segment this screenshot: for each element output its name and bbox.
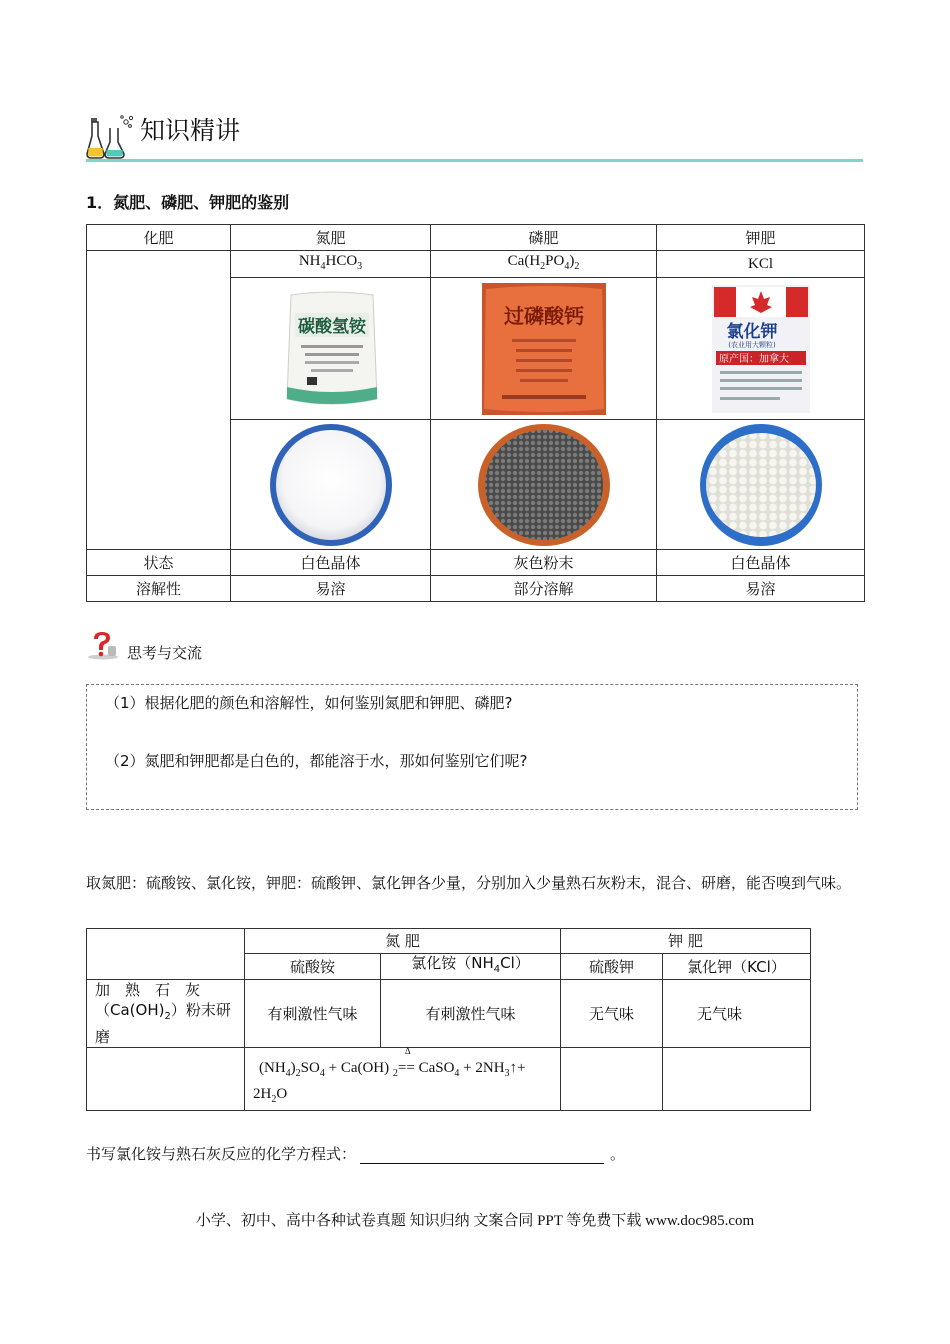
corner-cell bbox=[87, 929, 245, 980]
question-2: （2）氮肥和钾肥都是白色的，都能溶于水，那如何鉴别它们呢? bbox=[105, 752, 528, 770]
header-cell-phosphate: 磷肥 bbox=[431, 225, 657, 251]
formula-phosphate: $Ca(H_2PO_4)_2$ bbox=[431, 251, 657, 278]
state-nitrogen: 白色晶体 bbox=[231, 550, 431, 576]
result-ammonium-sulfate: 有刺激性气味 bbox=[245, 980, 381, 1048]
sub-header-ammonium-sulfate: 硫酸铵 bbox=[245, 954, 381, 980]
blank-equation-potassium-chloride bbox=[663, 1048, 811, 1111]
state-phosphate: 灰色粉末 bbox=[431, 550, 657, 576]
group-header-potash: 钾 肥 bbox=[561, 929, 811, 954]
bag-photo-phosphate bbox=[431, 278, 657, 420]
powder-photo-phosphate bbox=[431, 420, 657, 550]
formula-potash: KCl bbox=[657, 251, 865, 278]
result-potassium-chloride: 无气味 bbox=[663, 980, 811, 1048]
think-discuss-box bbox=[86, 684, 858, 810]
page-title: 知识精讲 bbox=[140, 116, 241, 145]
header-cell-fertilizer: 化肥 bbox=[87, 225, 231, 251]
question-1: （1）根据化肥的颜色和溶解性，如何鉴别氮肥和钾肥、磷肥? bbox=[105, 694, 513, 712]
blank-equation-label bbox=[87, 1048, 245, 1111]
group-header-nitrogen: 氮 肥 bbox=[245, 929, 561, 954]
state-potash: 白色晶体 bbox=[657, 550, 865, 576]
result-ammonium-chloride: 有刺激性气味 bbox=[381, 980, 561, 1048]
header-divider bbox=[86, 159, 863, 162]
solubility-label: 溶解性 bbox=[87, 576, 231, 602]
blank-equation-potassium-sulfate bbox=[561, 1048, 663, 1111]
result-potassium-sulfate: 无气味 bbox=[561, 980, 663, 1048]
bag-origin-potash: 原产国：加拿大 bbox=[718, 353, 789, 365]
flask-icon bbox=[86, 114, 136, 160]
bag-label-nitrogen: 碳酸氢铵 bbox=[297, 316, 366, 337]
page-footer: 小学、初中、高中各种试卷真题 知识归纳 文案合同 PPT 等免费下载 www.doc985.com bbox=[195, 1213, 755, 1229]
fertilizer-table bbox=[86, 224, 865, 602]
fill-in-end: 。 bbox=[610, 1145, 626, 1163]
solubility-phosphate: 部分溶解 bbox=[431, 576, 657, 602]
state-label: 状态 bbox=[87, 550, 231, 576]
experiment-table bbox=[86, 928, 811, 1111]
bag-subtitle-potash: (农业用大颗粒) bbox=[727, 340, 776, 349]
equation-ammonium-sulfate: $(NH_4)_2SO_4 + Ca(OH)$ $_2$ Δ == CaSO$_4$ + $2NH_3↑+$ $2H_2O$ bbox=[245, 1048, 561, 1111]
answer-blank[interactable] bbox=[360, 1145, 604, 1164]
section-heading: 1．氮肥、磷肥、钾肥的鉴别 bbox=[86, 193, 290, 212]
granule-photo-potash bbox=[657, 420, 865, 550]
solubility-nitrogen: 易溶 bbox=[231, 576, 431, 602]
experiment-paragraph: 取氮肥：硫酸铵、氯化铵，钾肥：硫酸钾、氯化钾各少量，分别加入少量熟石灰粉末，混合、研磨，能否嗅到气味。 bbox=[86, 874, 852, 892]
blank-label-cell bbox=[87, 251, 231, 550]
formula-nitrogen: $NH_4HCO_3$ bbox=[231, 251, 431, 278]
solubility-potash: 易溶 bbox=[657, 576, 865, 602]
header-cell-potash: 钾肥 bbox=[657, 225, 865, 251]
think-discuss-label: 思考与交流 bbox=[127, 644, 203, 662]
row-label-grind-with-lime: 加 熟 石 灰 $(Ca(OH)_2)$粉末研 磨 bbox=[87, 980, 245, 1048]
bag-label-potash: 氯化钾 bbox=[726, 321, 777, 342]
bag-photo-potash bbox=[657, 278, 865, 420]
fill-in-question bbox=[86, 1142, 625, 1166]
sub-header-ammonium-chloride: 氯化铵$(NH_4Cl)$ bbox=[381, 954, 561, 980]
question-mark-icon bbox=[86, 630, 120, 660]
bag-label-phosphate: 过磷酸钙 bbox=[503, 303, 584, 328]
sub-header-potassium-chloride: 氯化钾（KCl） bbox=[663, 954, 811, 980]
sub-header-potassium-sulfate: 硫酸钾 bbox=[561, 954, 663, 980]
bag-photo-nitrogen bbox=[231, 278, 431, 420]
fill-in-prompt: 书写氯化铵与熟石灰反应的化学方程式： bbox=[86, 1145, 357, 1163]
crystal-photo-nitrogen bbox=[231, 420, 431, 550]
header-cell-nitrogen: 氮肥 bbox=[231, 225, 431, 251]
